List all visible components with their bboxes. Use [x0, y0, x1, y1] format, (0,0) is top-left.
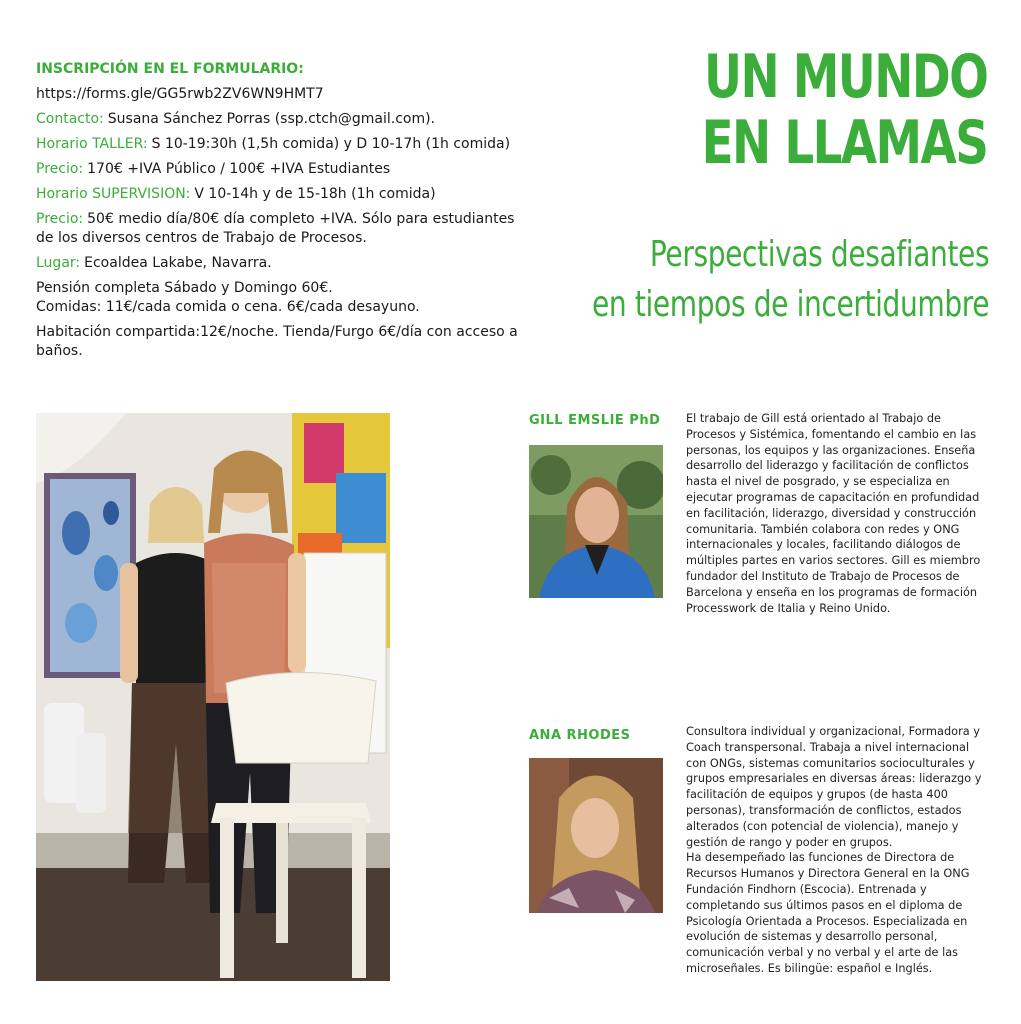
bio-paragraph-1: Consultora individual y organizacional, Formadora y Coach transpersonal. Trabaja a nivel internacional con ONGs, sistemas comunitarios socioculturales y grupos empresariales en diversas áreas: liderazgo y facilitación de equipos y grupos (de hasta 400 personas), transformación de conflictos, estados alterados (con potencial de violencia), manejo y gestión de rango y poder en grupos. [686, 725, 982, 849]
contact-label: Contacto: [36, 111, 104, 127]
bio-text-ana-rhodes [686, 724, 986, 977]
event-subtitle [480, 230, 989, 330]
event-info [36, 60, 526, 361]
bio-text-gill-emslie [686, 411, 986, 616]
bio-name-gill-emslie: GILL EMSLIE PhD [529, 413, 661, 428]
lodging-room: Habitación compartida:12€/noche. Tienda/Furgo 6€/día con acceso a baños. [36, 324, 518, 359]
workshop-price-value: 170€ +IVA Público / 100€ +IVA Estudiantes [87, 161, 391, 177]
bio-name-ana-rhodes: ANA RHODES [529, 728, 631, 743]
supervision-price-row [36, 210, 526, 248]
contact-value: Susana Sánchez Porras (ssp.ctch@gmail.com). [107, 111, 436, 127]
workshop-photo [36, 413, 390, 981]
lodging-meals: Comidas: 11€/cada comida o cena. 6€/cada desayuno. [36, 299, 420, 315]
supervision-price-value: 50€ medio día/80€ día completo +IVA. Sólo para estudiantes de los diversos centros de Trabajo de Procesos. [36, 211, 515, 246]
title-line-1: UN MUNDO [703, 42, 987, 112]
portrait-ana-rhodes [529, 758, 663, 913]
location-label: Lugar: [36, 255, 81, 271]
supervision-price-label: Precio: [36, 211, 84, 227]
supervision-schedule-row [36, 185, 526, 204]
location-value: Ecoaldea Lakabe, Navarra. [84, 255, 272, 271]
supervision-schedule-value: V 10-14h y de 15-18h (1h comida) [194, 186, 436, 202]
supervision-schedule-label: Horario SUPERVISION: [36, 186, 191, 202]
contact-row [36, 110, 526, 129]
lodging-full-board: Pensión completa Sábado y Domingo 60€. [36, 280, 333, 296]
subtitle-line-2: en tiempos de incertidumbre [591, 284, 989, 325]
workshop-price-label: Precio: [36, 161, 84, 177]
subtitle-line-1: Perspectivas desafiantes [649, 234, 989, 275]
workshop-price-row [36, 160, 526, 179]
portrait-gill-emslie [529, 445, 663, 598]
bio-paragraph-2: Ha desempeñado las funciones de Directora de Recursos Humanos y Directora General en la ONG Fundación Findhorn (Escocia). Entrenada y completando sus últimos pasos en el diploma de Psicología Orientada a Procesos. Especializada en evolución de sistemas y desarrollo personal, comunicación verbal y no verbal y el arte de las microseñales. Es bilingüe: español e Inglés. [686, 851, 970, 975]
bio-paragraph: El trabajo de Gill está orientado al Trabajo de Procesos y Sistémica, fomentando el cambio en las personas, los equipos y las organizaciones. Enseña desarrollo del liderazgo y facilitación de conflictos hasta el nivel de posgrado, y se especializa en ejecutar programas de capacitación en profundidad en facilitación, liderazgo, diversidad y construcción comunitaria. También colabora con redes y ONG internacionales y locales, facilitando diálogos de múltiples partes en varios sectores. Gill es miembro fundador del Instituto de Trabajo de Procesos de Barcelona y enseña en los programas de formación Processwork de Italia y Reino Unido. [686, 412, 981, 615]
workshop-schedule-value: S 10-19:30h (1,5h comida) y D 10-17h (1h comida) [151, 136, 511, 152]
event-title [621, 44, 987, 176]
registration-heading: INSCRIPCIÓN EN EL FORMULARIO: [36, 61, 304, 77]
location-row [36, 254, 526, 273]
workshop-schedule-label: Horario TALLER: [36, 136, 148, 152]
registration-url[interactable]: https://forms.gle/GG5rwb2ZV6WN9HMT7 [36, 86, 324, 102]
workshop-schedule-row [36, 135, 526, 154]
title-line-2: EN LLAMAS [701, 108, 987, 178]
